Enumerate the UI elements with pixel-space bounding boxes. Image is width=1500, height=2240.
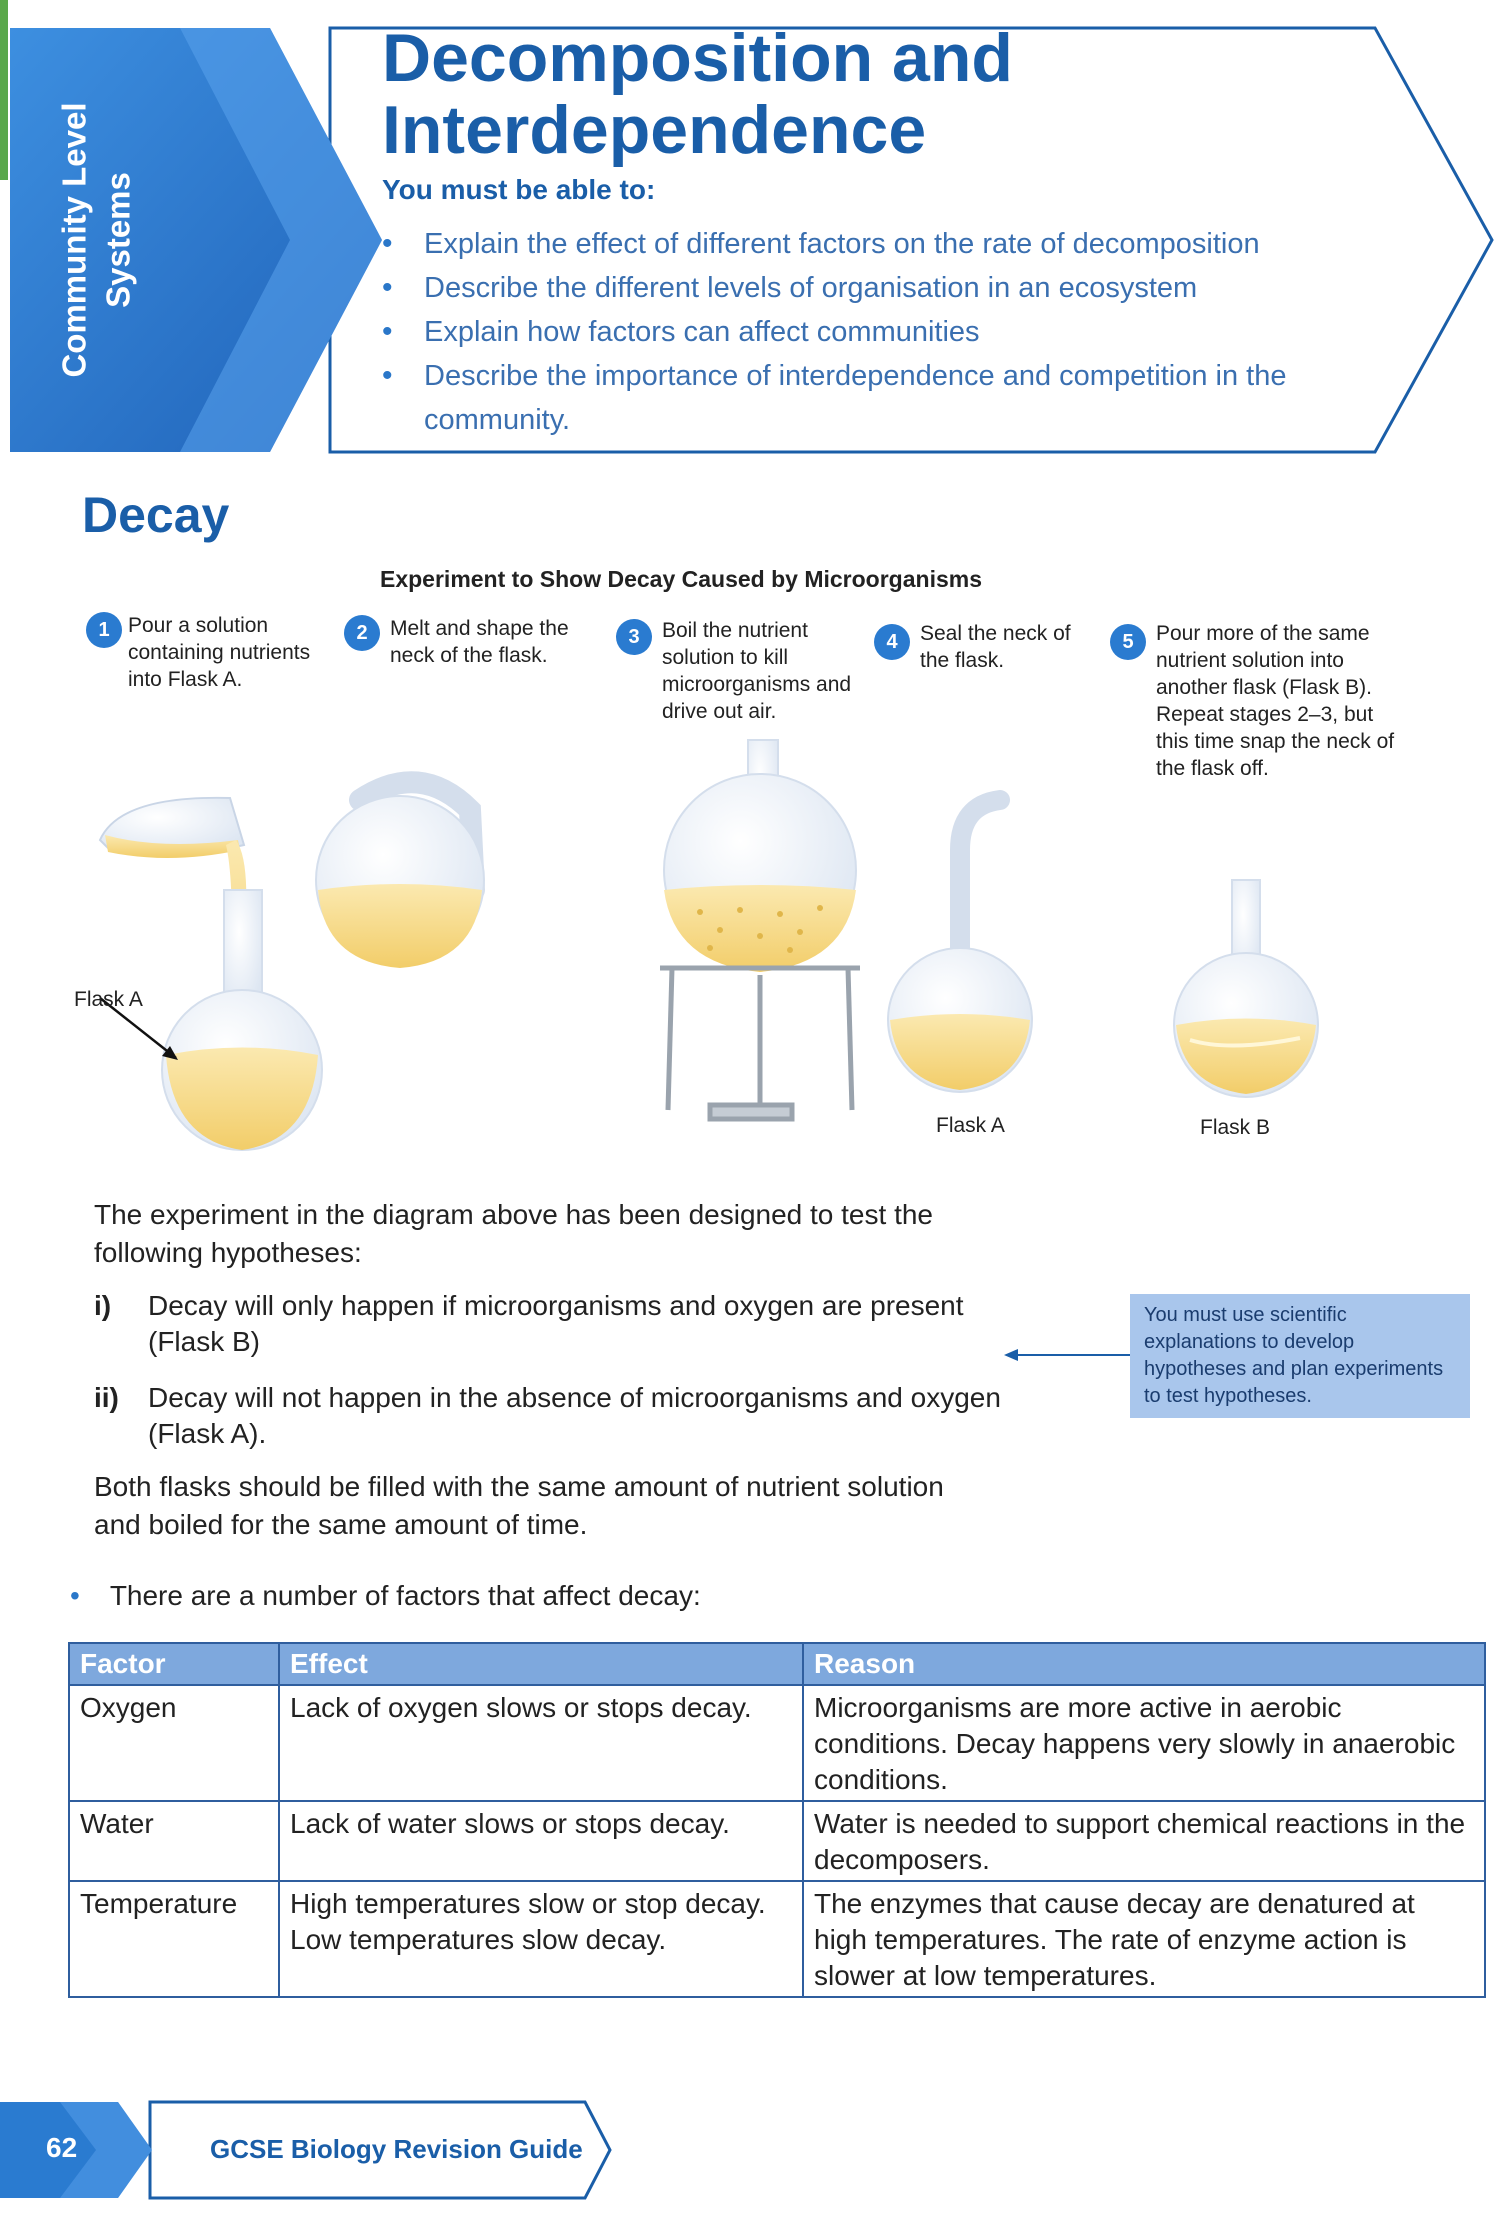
hypothesis-2 xyxy=(94,1380,1014,1452)
objective-item: • Explain how factors can affect communities xyxy=(372,310,1322,354)
side-tab-line2: Systems xyxy=(100,172,137,308)
objective-item: • Explain the effect of different factors on the rate of decomposition xyxy=(372,222,1322,266)
page-number: 62 xyxy=(46,2132,78,2163)
cell-reason: Water is needed to support chemical reactions in the decomposers. xyxy=(803,1801,1485,1881)
step-text-1: Pour a solution containing nutrients into Flask A. xyxy=(128,614,311,691)
cell-effect: Lack of water slows or stops decay. xyxy=(279,1801,803,1881)
step-text-4: Seal the neck of the flask. xyxy=(920,622,1071,672)
cell-effect: Lack of oxygen slows or stops decay. xyxy=(279,1685,803,1801)
flask-a-label-left: Flask A xyxy=(74,988,143,1011)
step-badge-1: 1 xyxy=(86,612,122,648)
step-badge-5: 5 xyxy=(1110,624,1146,660)
flask-shaped-neck xyxy=(316,782,484,968)
factors-intro xyxy=(70,1580,701,1612)
cell-factor: Oxygen xyxy=(69,1685,279,1801)
hypothesis-2-text: Decay will not happen in the absence of microorganisms and oxygen (Flask A). xyxy=(148,1382,1001,1449)
title-line1: Decomposition and xyxy=(382,20,1013,96)
page-title xyxy=(382,22,1142,166)
flask-b-label: Flask B xyxy=(1200,1116,1271,1139)
tip-box: You must use scientific explanations to develop hypotheses and plan experiments to test hypotheses. xyxy=(1130,1294,1470,1418)
side-tab xyxy=(22,60,172,420)
cell-factor: Water xyxy=(69,1801,279,1881)
cell-reason: The enzymes that cause decay are denatured at high temperatures. The rate of enzyme action is slower at low temperatures. xyxy=(803,1881,1485,1997)
bullet-dot: • xyxy=(70,1580,80,1611)
flask-a-label-right: Flask A xyxy=(936,1114,1005,1137)
experiment-diagram xyxy=(0,700,1500,1160)
book-title: GCSE Biology Revision Guide xyxy=(210,2134,583,2164)
intro-paragraph: The experiment in the diagram above has been designed to test the following hypotheses: xyxy=(94,1199,933,1268)
side-tab-line1: Community Level xyxy=(56,102,93,378)
step-text-2: Melt and shape the neck of the flask. xyxy=(390,617,569,667)
boiling-flask xyxy=(664,740,856,972)
objective-item: • Describe the importance of interdependence and competition in the community. xyxy=(372,354,1322,442)
cell-factor: Temperature xyxy=(69,1881,279,1997)
table-header-row xyxy=(69,1643,1485,1685)
step-text-5: Pour more of the same nutrient solution into another flask (Flask B). Repeat stages 2–3, but this time snap the neck of the flask off. xyxy=(1156,622,1395,780)
flask-b xyxy=(1174,880,1318,1097)
step-text-3: Boil the nutrient solution to kill microorganisms and drive out air. xyxy=(662,619,852,723)
table-row xyxy=(69,1801,1485,1881)
header-reason: Reason xyxy=(803,1643,1485,1685)
factors-table xyxy=(68,1642,1486,1998)
title-line2: Interdependence xyxy=(382,92,927,168)
objectives-heading: You must be able to: xyxy=(382,174,656,205)
conclusion-paragraph: Both flasks should be filled with the same amount of nutrient solution and boiled for the same amount of time. xyxy=(94,1471,944,1540)
step-badge-3: 3 xyxy=(616,619,652,655)
hypothesis-1-number: i) xyxy=(94,1290,112,1321)
experiment-title: Experiment to Show Decay Caused by Microorganisms xyxy=(380,566,982,592)
table-row xyxy=(69,1685,1485,1801)
section-heading: Decay xyxy=(82,487,230,543)
step-badge-2: 2 xyxy=(344,615,380,651)
cell-reason: Microorganisms are more active in aerobic conditions. Decay happens very slowly in anaerobic conditions. xyxy=(803,1685,1485,1801)
hypothesis-1-text: Decay will only happen if microorganisms and oxygen are present (Flask B) xyxy=(148,1290,964,1357)
header-effect: Effect xyxy=(279,1643,803,1685)
flask-a-step1 xyxy=(162,890,322,1150)
cell-effect: High temperatures slow or stop decay. Low temperatures slow decay. xyxy=(279,1881,803,1997)
factors-intro-text: There are a number of factors that affect decay: xyxy=(109,1580,701,1611)
hypothesis-2-number: ii) xyxy=(94,1382,119,1413)
tip-arrow xyxy=(1000,1340,1140,1370)
table-row xyxy=(69,1881,1485,1997)
objectives-list xyxy=(372,222,1322,442)
tripod-burner xyxy=(660,968,860,1119)
step-badge-4: 4 xyxy=(874,624,910,660)
flask-a-sealed xyxy=(888,800,1032,1092)
objective-item: • Describe the different levels of organisation in an ecosystem xyxy=(372,266,1322,310)
header-factor: Factor xyxy=(69,1643,279,1685)
hypothesis-1 xyxy=(94,1288,1014,1360)
